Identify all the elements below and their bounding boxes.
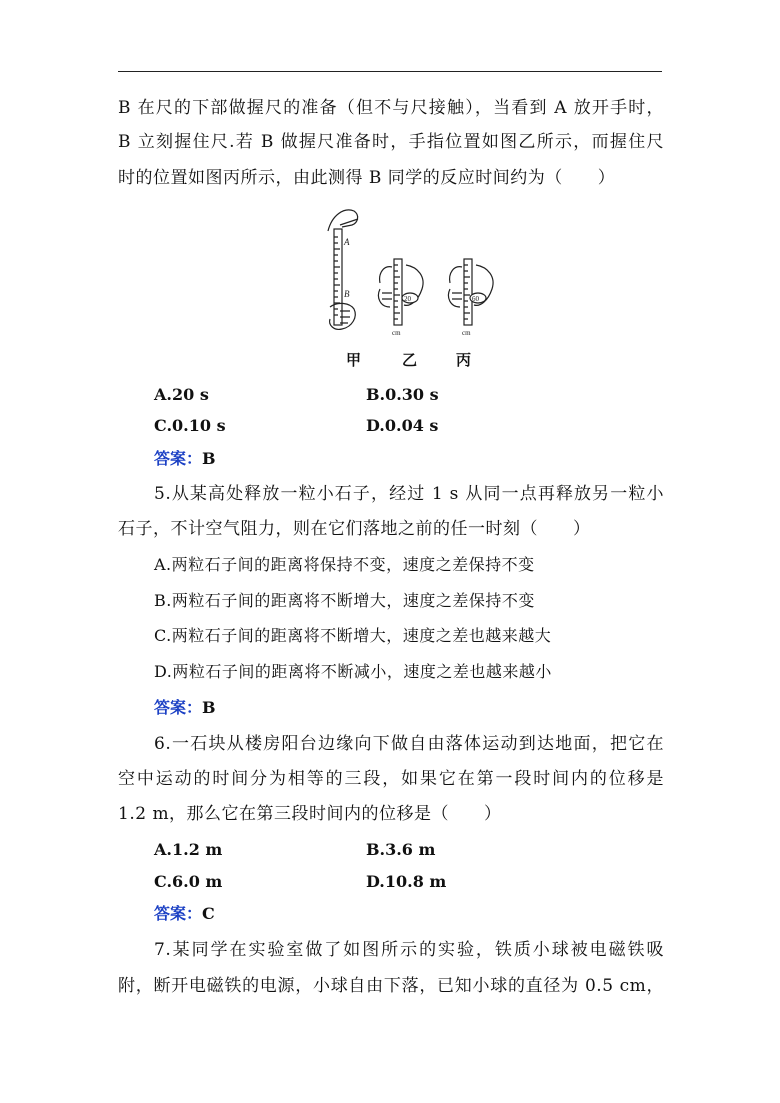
caption-jia: 甲: [346, 351, 362, 369]
figure-bing: [448, 259, 493, 325]
answer-value: C: [202, 904, 215, 923]
q5-option-d: D.两粒石子间的距离将不断减小，速度之差也越来越小: [154, 662, 552, 681]
q4-text-line-3: 时的位置如图丙所示，由此测得 B 同学的反应时间约为（ ）: [118, 168, 616, 188]
q5-option-b: B.两粒石子间的距离将不断增大，速度之差保持不变: [154, 591, 535, 610]
q6-answer: [154, 903, 215, 925]
answer-value: B: [202, 449, 216, 468]
answer-label: 答案：: [154, 698, 203, 717]
unit-yi: cm: [392, 329, 401, 337]
answer-label: 答案：: [154, 449, 203, 468]
q5-option-c: C.两粒石子间的距离将不断增大，速度之差也越来越大: [154, 626, 552, 645]
q6-option-b: B.3.6 m: [366, 840, 436, 859]
q4-text-line-1: B 在尺的下部做握尺的准备（但不与尺接触），当看到 A 放开手时，: [118, 98, 664, 118]
caption-yi: 乙: [402, 351, 418, 369]
answer-value: B: [202, 698, 216, 717]
answer-label: 答案：: [154, 904, 203, 923]
label-b: B: [344, 289, 350, 299]
unit-bing: cm: [462, 329, 471, 337]
mark-bing: 60: [472, 295, 479, 303]
q4-text-line-2: B 立刻握住尺.若 B 做握尺准备时，手指位置如图乙所示，而握住尺: [118, 132, 664, 152]
q6-text-line-1: 6.一石块从楼房阳台边缘向下做自由落体运动到达地面，把它在: [154, 734, 664, 754]
caption-bing: 丙: [456, 351, 472, 369]
q5-answer: [154, 697, 216, 719]
q4-option-d: D.0.04 s: [366, 416, 439, 435]
ruler-reaction-figure: [318, 203, 508, 343]
q6-option-d: D.10.8 m: [366, 872, 447, 891]
q4-option-b: B.0.30 s: [366, 385, 439, 404]
q7-text-line-2: 附，断开电磁铁的电源，小球自由下落，已知小球的直径为 0.5 cm，: [118, 976, 664, 996]
mark-yi: 20: [404, 295, 411, 303]
q5-text-line-1: 5.从某高处释放一粒小石子，经过 1 s 从同一点再释放另一粒小: [154, 484, 664, 504]
q7-text-line-1: 7.某同学在实验室做了如图所示的实验，铁质小球被电磁铁吸: [154, 940, 664, 960]
header-rule: [118, 71, 662, 72]
q4-answer: [154, 448, 216, 470]
q6-option-a: A.1.2 m: [154, 840, 223, 859]
figure-jia: [328, 210, 358, 329]
figure-yi: [378, 259, 423, 325]
label-a: A: [344, 237, 350, 247]
q4-option-a: A.20 s: [154, 385, 209, 404]
q6-text-line-3: 1.2 m，那么它在第三段时间内的位移是（ ）: [118, 804, 502, 824]
q4-option-c: C.0.10 s: [154, 416, 226, 435]
q6-option-c: C.6.0 m: [154, 872, 223, 891]
q5-text-line-2: 石子，不计空气阻力，则在它们落地之前的任一时刻（ ）: [118, 519, 591, 539]
q6-text-line-2: 空中运动的时间分为相等的三段，如果它在第一段时间内的位移是: [118, 769, 664, 789]
q5-option-a: A.两粒石子间的距离将保持不变，速度之差保持不变: [154, 555, 535, 574]
